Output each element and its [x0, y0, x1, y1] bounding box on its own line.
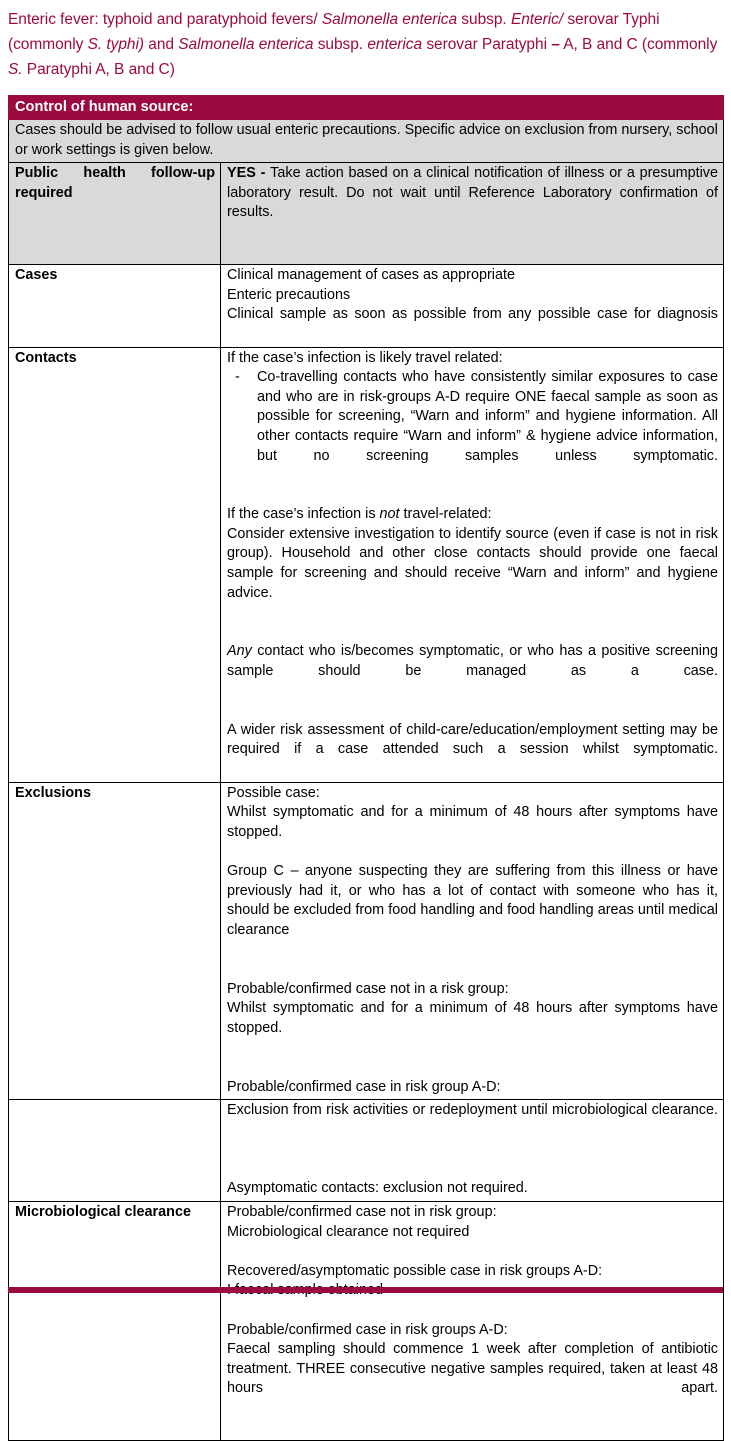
table-row: [9, 265, 724, 347]
title-en-dash: –: [551, 36, 560, 53]
exclusions-possible-case-text: Whilst symptomatic and for a minimum of 48 hours after symptoms have stopped.: [227, 804, 718, 840]
title-seg: subsp.: [313, 36, 368, 53]
title-seg: Paratyphi A, B and C): [22, 61, 175, 78]
title-seg: serovar Paratyphi: [426, 36, 552, 53]
table-row: [9, 120, 724, 163]
title-seg-italic: Salmonella enterica: [321, 11, 458, 28]
micro-risk-ad-heading: Probable/confirmed case in risk groups A-D:: [227, 1321, 508, 1338]
row-label-public-health-follow-up: Public health follow-up required: [9, 163, 221, 265]
spacer: [227, 1058, 718, 1078]
micro-not-risk-heading: Probable/confirmed case not in risk group:: [227, 1204, 497, 1221]
row-value-exclusions-continued: [221, 1100, 724, 1202]
exclusions-possible-case-heading: Possible case:: [227, 784, 320, 801]
table-row: [9, 1100, 724, 1202]
page-title: [0, 0, 731, 82]
follow-up-text: Take action based on a clinical notification of illness or a presumptive laboratory result. Do not wait until Reference Laboratory confirmation of results.: [227, 165, 718, 221]
cases-line-3: Clinical sample as soon as possible from any possible case for diagnosis: [227, 306, 718, 323]
spacer: [227, 623, 718, 643]
spacer: [227, 960, 718, 980]
exclusions-not-risk-heading: Probable/confirmed case not in a risk group:: [227, 980, 509, 997]
row-label-exclusions: Exclusions: [9, 782, 221, 1100]
cases-line-1: Clinical management of cases as appropriate: [227, 267, 515, 284]
micro-risk-ad-text: Faecal sampling should commence 1 week after completion of antibiotic treatment. THREE consecutive negative samples required, taken at least 48 hours apart.: [227, 1341, 718, 1397]
spacer: [227, 1301, 718, 1321]
row-value-contacts: [221, 347, 724, 782]
exclusions-not-risk-text: Whilst symptomatic and for a minimum of 48 hours after symptoms have stopped.: [227, 1000, 718, 1036]
heading-seg-italic: not: [379, 506, 400, 523]
table-row: [9, 1202, 724, 1441]
title-seg: and: [144, 36, 179, 53]
title-seg: subsp.: [457, 11, 511, 28]
title-seg: A, B and C (commonly: [559, 36, 718, 53]
spacer: [227, 486, 718, 506]
title-seg-italic: S.: [8, 61, 23, 78]
contacts-symptomatic-text: [227, 642, 718, 701]
title-seg-italic: enterica: [367, 36, 423, 53]
exclusions-group-c-text: Group C – anyone suspecting they are suffering from this illness or have previously had it, or who has a lot of contact with someone who has it, should be excluded from food handling and food handling areas until medical clearance: [227, 862, 718, 938]
spacer: [227, 1140, 718, 1160]
title-line-1: [8, 11, 563, 28]
title-seg: serovar Typhi (commonly: [8, 11, 660, 53]
spacer: [227, 1160, 718, 1180]
cases-line-2: Enteric precautions: [227, 286, 351, 303]
row-label-exclusions-continued: [9, 1100, 221, 1202]
dash-marker: -: [235, 369, 240, 386]
micro-not-risk-text: Microbiological clearance not required: [227, 1223, 470, 1240]
any-emphasis: Any: [227, 643, 252, 660]
heading-seg: If the case’s infection is: [227, 506, 380, 523]
row-label-microbiological-clearance: Microbiological clearance: [9, 1202, 221, 1441]
row-value-microbiological-clearance: [221, 1202, 724, 1441]
micro-recovered-heading: Recovered/asymptomatic possible case in risk groups A-D:: [227, 1262, 603, 1279]
row-value-public-health-follow-up: [221, 163, 724, 265]
title-seg-italic: Enteric/: [510, 11, 564, 28]
spacer: [227, 1419, 718, 1439]
follow-up-paragraph: [227, 164, 718, 242]
guidance-table-wrapper: [8, 95, 723, 1441]
intro-text: Cases should be advised to follow usual enteric precautions. Specific advice on exclusion from nursery, school or work settings is given below.: [9, 120, 724, 163]
contacts-nontravel-heading: [227, 505, 718, 525]
yes-emphasis: YES -: [227, 165, 271, 182]
contacts-nontravel-text: Consider extensive investigation to identify source (even if case is not in risk group). Household and other close contacts should provide one faecal sample for screening and should receive “Warn and inform” and hygiene advice.: [227, 525, 718, 601]
guidance-table: [8, 95, 724, 1441]
row-label-cases: Cases: [9, 265, 221, 347]
row-label-contacts: Contacts: [9, 347, 221, 782]
contacts-travel-heading: If the case’s infection is likely travel related:: [227, 349, 503, 366]
title-seg-italic: S. typhi): [87, 36, 145, 53]
contacts-risk-assessment-text: A wider risk assessment of child-care/education/employment setting may be required if a case attended such a session whilst symptomatic.: [227, 721, 718, 758]
exclusions-risk-ad-heading: Probable/confirmed case in risk group A-D:: [227, 1078, 501, 1095]
heading-seg: travel-related:: [399, 506, 492, 523]
table-row: [9, 782, 724, 1100]
spacer: [227, 701, 718, 721]
footer-accent-rule: [8, 1287, 723, 1293]
asymptomatic-contacts-text: Asymptomatic contacts: exclusion not required.: [227, 1180, 528, 1197]
row-value-exclusions: [221, 782, 724, 1100]
contacts-symptomatic-rest: contact who is/becomes symptomatic, or who has a positive screening sample should be managed as a case.: [227, 643, 718, 680]
spacer: [227, 243, 718, 263]
contacts-travel-bullet-text: Co-travelling contacts who have consistently similar exposures to case and who are in risk-groups A-D require ONE faecal sample as soon as possible for screening, “Warn and inform” and hygiene information. All other contacts require “Warn and inform” & hygiene advice information, but no screening samples unless symptomatic.: [257, 369, 718, 464]
exclusion-risk-activities-text: Exclusion from risk activities or redeployment until microbiological clearance.: [227, 1102, 718, 1119]
table-row: [9, 347, 724, 782]
title-seg-italic: Salmonella enterica: [178, 36, 314, 53]
table-row: [9, 163, 724, 265]
row-value-cases: [221, 265, 724, 347]
table-band-header: [9, 96, 724, 120]
band-title: Control of human source:: [9, 96, 724, 120]
spacer: [227, 1242, 718, 1262]
title-seg: Enteric fever: typhoid and paratyphoid fevers/: [8, 11, 322, 28]
contacts-travel-bullet: [227, 368, 718, 486]
